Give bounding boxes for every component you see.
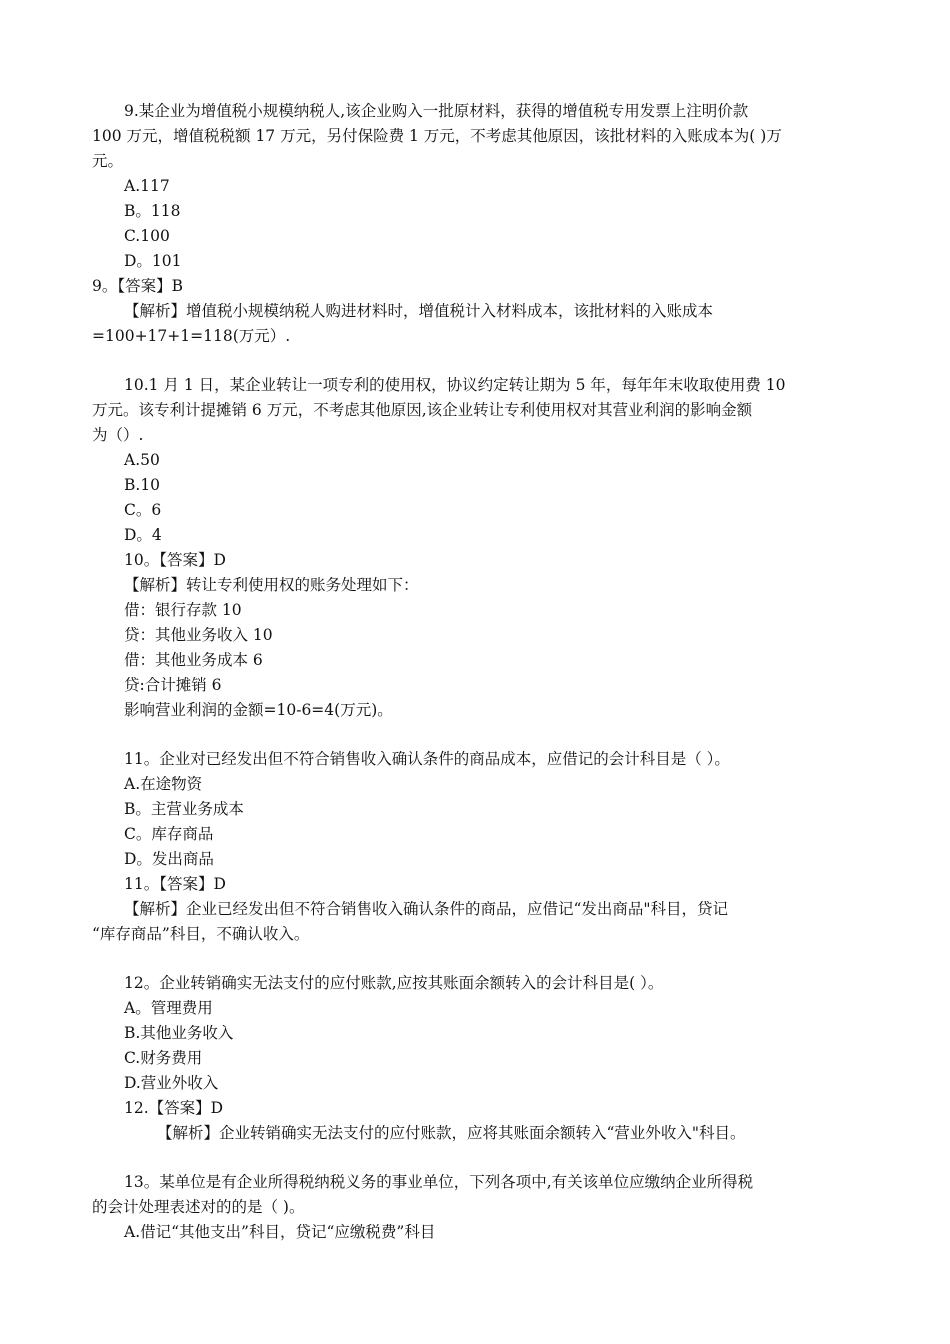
q11-stem-line1: 11。企业对已经发出但不符合销售收入确认条件的商品成本，应借记的会计科目是（ ）。 [124,750,730,768]
q12-option-b: B.其他业务收入 [124,1024,234,1042]
q9-option-d: D。101 [124,252,182,270]
q10-explanation-line5: 贷:合计摊销 6 [124,676,222,694]
q11-answer: 11。【答案】D [124,875,226,893]
q12-option-d: D.营业外收入 [124,1074,219,1092]
q10-explanation-line4: 借：其他业务成本 6 [124,651,263,669]
q10-explanation-line2: 借：银行存款 10 [124,601,242,619]
q10-explanation-line3: 贷：其他业务收入 10 [124,626,273,644]
q12-explanation-line1: 【解析】企业转销确实无法支付的应付账款，应将其账面余额转入“营业外收入"科目。 [157,1124,746,1142]
q10-option-a: A.50 [124,451,160,469]
q9-option-b: B。118 [124,202,181,220]
q10-option-d: D。4 [124,526,162,544]
q12-answer: 12.【答案】D [124,1099,224,1117]
q13-option-a: A.借记“其他支出”科目，贷记“应缴税费”科目 [124,1223,436,1241]
q13-stem-line1: 13。某单位是有企业所得税纳税义务的事业单位，下列各项中,有关该单位应缴纳企业所得税 [124,1173,754,1191]
q9-stem-line1: 9.某企业为增值税小规模纳税人,该企业购入一批原材料，获得的增值税专用发票上注明价款 [124,102,749,120]
q9-explanation-line2: =100+17+1=118(万元）. [92,327,291,345]
q11-option-d: D。发出商品 [124,850,214,868]
q10-stem-line3: 为（）. [92,426,144,444]
q9-option-c: C.100 [124,227,170,245]
q9-answer: 9。【答案】B [92,277,184,295]
q13-stem-line2: 的会计处理表述对的的是（ )。 [92,1198,305,1216]
q9-explanation-line1: 【解析】增值税小规模纳税人购进材料时，增值税计入材料成本，该批材料的入账成本 [124,302,714,320]
q10-stem-line2: 万元。该专利计提摊销 6 万元，不考虑其他原因,该企业转让专利使用权对其营业利润的影响金额 [92,401,753,419]
q12-stem-line1: 12。企业转销确实无法支付的应付账款,应按其账面余额转入的会计科目是( ）。 [124,974,664,992]
q9-stem-line2: 100 万元，增值税税额 17 万元，另付保险费 1 万元，不考虑其他原因，该批材料的入账成本为( )万 [92,127,782,145]
q11-option-c: C。库存商品 [124,825,214,843]
q11-option-b: B。主营业务成本 [124,800,244,818]
q10-stem-line1: 10.1 月 1 日，某企业转让一项专利的使用权，协议约定转让期为 5 年，每年年末收取使用费 10 [124,376,786,394]
q10-answer: 10。【答案】D [124,551,226,569]
q10-option-c: C。6 [124,501,162,519]
q10-explanation-line6: 影响营业利润的金额=10-6=4(万元)。 [124,701,393,719]
q12-option-a: A。管理费用 [124,999,213,1017]
q11-option-a: A.在途物资 [124,775,203,793]
q10-option-b: B.10 [124,476,161,494]
q12-option-c: C.财务费用 [124,1049,203,1067]
q9-option-a: A.117 [124,177,170,195]
q11-explanation-line1: 【解析】企业已经发出但不符合销售收入确认条件的商品，应借记“发出商品"科目，贷记 [124,900,729,918]
q11-explanation-line2: “库存商品”科目，不确认收入。 [92,925,310,943]
q9-stem-line3: 元。 [92,152,124,170]
q10-explanation-line1: 【解析】转让专利使用权的账务处理如下： [124,576,419,594]
